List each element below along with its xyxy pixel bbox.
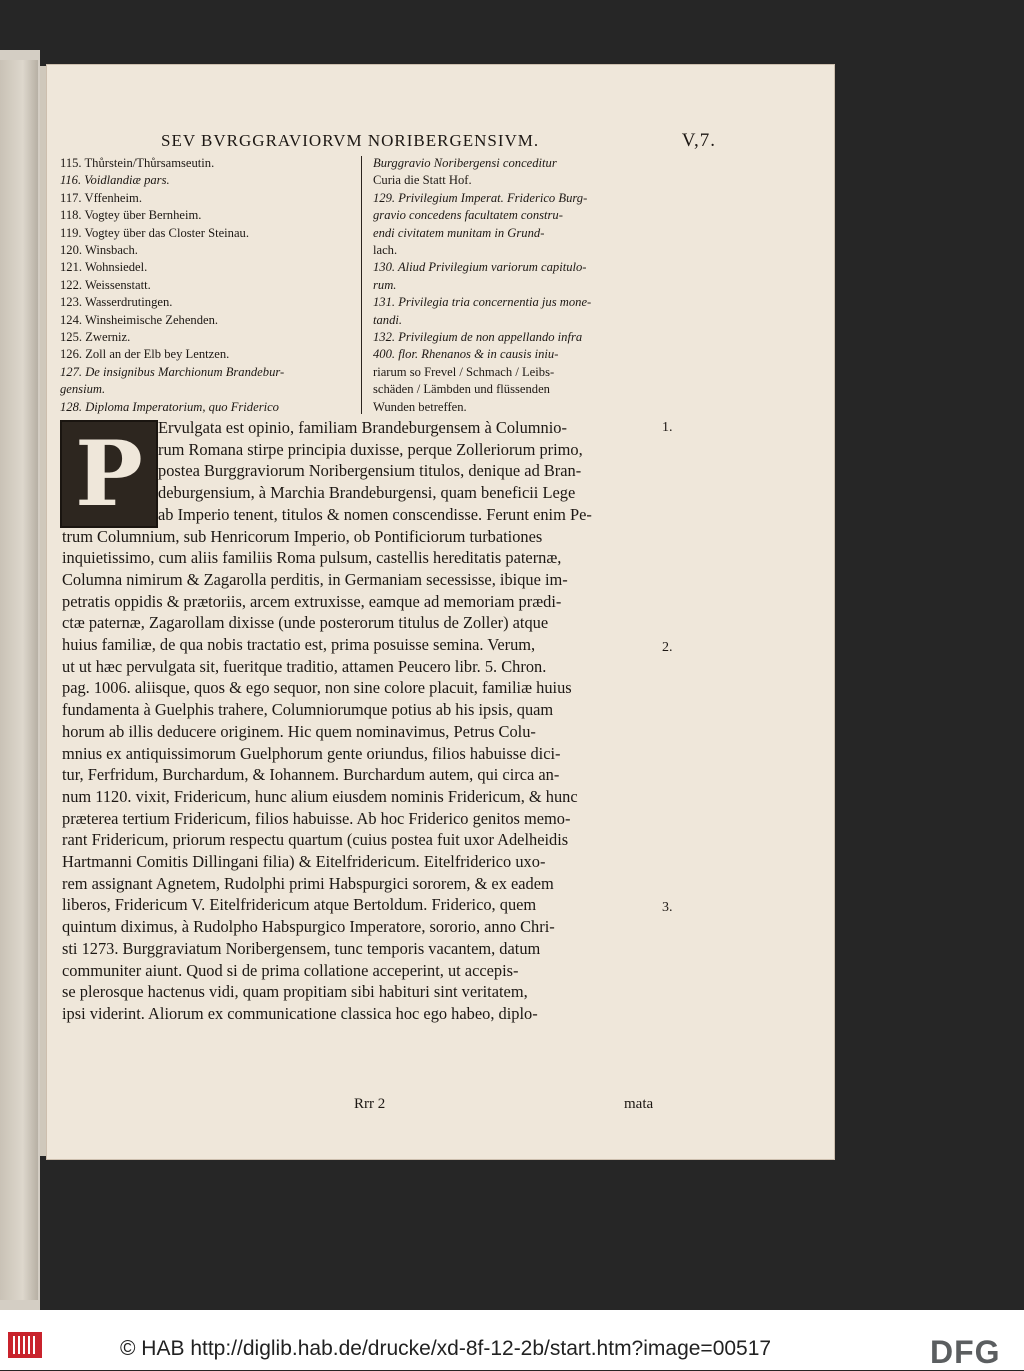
body-line: fundamenta à Guelphis trahere, Columniorumque potius ab his ipsis, quam bbox=[62, 700, 554, 720]
index-entry: Curia die Statt Hof. bbox=[373, 173, 472, 188]
index-entry: 131. Privilegia tria concernentia jus mone- bbox=[373, 295, 592, 310]
scanned-page bbox=[46, 64, 835, 1160]
index-entry: 121. Wohnsiedel. bbox=[60, 260, 148, 275]
running-head-title: SEV BVRGGRAVIORVM NORIBERGENSIVM. bbox=[161, 131, 540, 150]
margin-number-1: 1. bbox=[662, 420, 673, 435]
body-line: trum Columnium, sub Henricorum Imperio, ob Pontificiorum turbationes bbox=[62, 526, 543, 546]
column-divider bbox=[361, 156, 362, 414]
body-line: sti 1273. Burggraviatum Noribergensem, tunc temporis vacantem, datum bbox=[62, 938, 541, 958]
index-entry: 124. Winsheimische Zehenden. bbox=[60, 312, 219, 327]
adjacent-page-strip bbox=[0, 60, 38, 1300]
body-line: Hartmanni Comitis Dillingani filia) & Eitelfridericum. Eitelfriderico uxo- bbox=[62, 852, 546, 872]
index-entry: Burggravio Noribergensi conceditur bbox=[373, 156, 557, 170]
body-line: num 1120. vixit, Fridericum, hunc alium eiusdem nominis Fridericum, & hunc bbox=[62, 786, 578, 806]
body-line: mnius ex antiquissimorum Guelphorum gente oriundus, filios habuisse dici- bbox=[62, 743, 561, 763]
body-line: deburgensium, à Marchia Brandeburgensi, quam beneficii Lege bbox=[158, 483, 576, 503]
body-line: ctæ paternæ, Zagarollam dixisse (unde posterorum titulus de Zoller) atque bbox=[62, 613, 549, 633]
margin-number-2: 2. bbox=[662, 640, 673, 655]
body-line: ut ut hæc pervulgata sit, fueritque traditio, attamen Peucero libr. 5. Chron. bbox=[62, 656, 547, 676]
signature-mark: Rrr 2 bbox=[354, 1096, 386, 1112]
index-entry: 118. Vogtey über Bernheim. bbox=[60, 208, 202, 223]
body-line: Columna nimirum & Zagarolla perditis, in Germaniam secessisse, ibique im- bbox=[62, 569, 568, 589]
copyright-url[interactable]: © HAB http://diglib.hab.de/drucke/xd-8f-12-2b/start.htm?image=00517 bbox=[120, 1337, 772, 1360]
body-line: præterea tertium Fridericum, filios habuisse. Ab hoc Friderico genitos memo- bbox=[62, 808, 571, 828]
body-line: pag. 1006. aliisque, quos & ego sequor, non sine colore placuit, familiæ huius bbox=[62, 678, 572, 698]
body-line: se plerosque hactenus vidi, quam propitiam sibi habituri sint veritatem, bbox=[62, 982, 528, 1002]
body-line: rem assignant Agnetem, Rudolphi primi Habspurgici sororem, & ex eadem bbox=[62, 873, 554, 893]
index-entry: 130. Aliud Privilegium variorum capitulo- bbox=[373, 260, 587, 275]
body-line: rum Romana stirpe principia duxisse, perque Zolleriorum primo, bbox=[158, 439, 583, 459]
body-line: Ervulgata est opinio, familiam Brandeburgensem à Columnio- bbox=[158, 418, 567, 437]
index-entry: riarum so Frevel / Schmach / Leibs- bbox=[373, 364, 555, 379]
index-entry: lach. bbox=[373, 243, 398, 258]
body-line: inquietissimo, cum aliis familiis Roma pulsum, castellis hereditatis paternæ, bbox=[62, 548, 562, 568]
index-column-right bbox=[373, 155, 665, 416]
margin-number-3: 3. bbox=[662, 900, 673, 915]
index-entry: 117. Vffenheim. bbox=[60, 190, 142, 205]
index-entry: 129. Privilegium Imperat. Friderico Burg- bbox=[373, 190, 588, 205]
index-entry: 115. Thůrstein/Thůrsamseutin. bbox=[60, 156, 215, 170]
index-column-left bbox=[60, 155, 356, 416]
dfg-logo: DFG bbox=[930, 1334, 1001, 1370]
index-entry: 116. Voidlandiæ pars. bbox=[60, 173, 170, 188]
body-line: rant Fridericum, priorum respectu quartum (cuius postea fuit uxor Adelheidis bbox=[62, 830, 569, 850]
dropcap-letter: P bbox=[75, 421, 143, 527]
index-entry: gravio concedens facultatem constru- bbox=[373, 208, 563, 223]
catchword: mata bbox=[624, 1096, 654, 1112]
index-entry: 122. Weissenstatt. bbox=[60, 277, 151, 292]
index-entry: tandi. bbox=[373, 312, 403, 327]
page-number: V,7. bbox=[681, 130, 716, 151]
index-entry: 119. Vogtey über das Closter Steinau. bbox=[60, 225, 250, 240]
index-entry: 126. Zoll an der Elb bey Lentzen. bbox=[60, 347, 230, 362]
index-entry: 128. Diploma Imperatorium, quo Friderico bbox=[60, 399, 279, 414]
body-line: postea Burggraviorum Noribergensium titulos, denique ad Bran- bbox=[158, 461, 582, 481]
index-entry: schäden / Lämbden und flüssenden bbox=[373, 382, 550, 397]
body-line: communiter aiunt. Quod si de prima collatione acceperint, ut accepis- bbox=[62, 960, 519, 980]
body-line: ipsi viderint. Aliorum ex communicatione classica hoc ego habeo, diplo- bbox=[62, 1003, 538, 1023]
index-entry: 127. De insignibus Marchionum Brandebur- bbox=[60, 364, 285, 379]
index-entry: Wunden betreffen. bbox=[373, 399, 467, 414]
body-paragraph bbox=[62, 417, 662, 1025]
index-entry: 120. Winsbach. bbox=[60, 243, 138, 258]
body-line: petratis oppidis & prætoriis, arcem extruxisse, eamque ad memoriam prædi- bbox=[62, 591, 562, 611]
body-line: liberos, Fridericum V. Eitelfridericum atque Bertoldum. Friderico, quem bbox=[62, 895, 537, 915]
body-line: ab Imperio tenent, titulos & nomen conscendisse. Ferunt enim Pe- bbox=[158, 504, 592, 524]
index-entry: 125. Zwerniz. bbox=[60, 330, 131, 345]
running-head bbox=[161, 130, 716, 152]
body-line: horum ab illis deducere originem. Hic quem nominavimus, Petrus Colu- bbox=[62, 721, 536, 741]
footer-bar bbox=[0, 1310, 1024, 1370]
index-entry: gensium. bbox=[60, 382, 106, 397]
body-line: huius familiæ, de qua nobis tractatio est, prima posuisse semina. Verum, bbox=[62, 635, 536, 655]
index-entry: endi civitatem munitam in Grund- bbox=[373, 225, 545, 240]
hab-logo-icon bbox=[8, 1332, 42, 1358]
body-line: tur, Ferfridum, Burchardum, & Iohannem. Burchardum autem, qui circa an- bbox=[62, 765, 560, 785]
index-entry: 123. Wasserdrutingen. bbox=[60, 295, 173, 310]
index-entry: rum. bbox=[373, 277, 397, 292]
index-entry: 400. flor. Rhenanos & in causis iniu- bbox=[373, 347, 559, 362]
index-entry: 132. Privilegium de non appellando infra bbox=[373, 330, 583, 345]
body-line: quintum diximus, à Rudolpho Habspurgico Imperatore, sororio, anno Chri- bbox=[62, 917, 555, 937]
